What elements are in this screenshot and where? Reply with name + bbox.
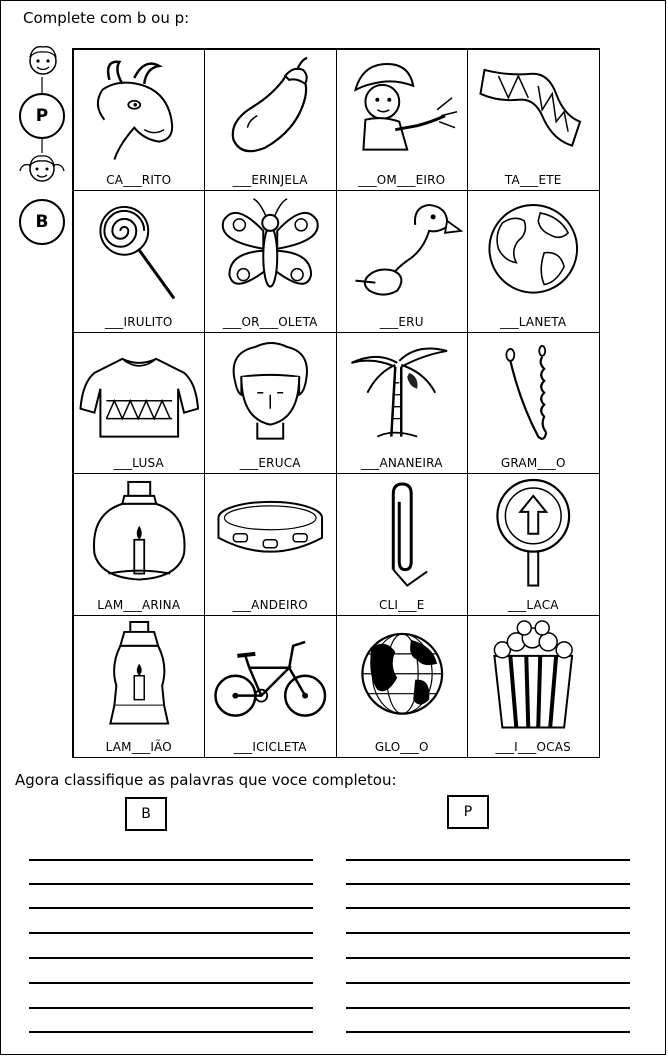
word-label: ___IRULITO: [104, 314, 173, 329]
popcorn-icon: [468, 616, 599, 736]
grid-cell: [73, 615, 206, 758]
paperclip-icon: [337, 474, 468, 594]
sweater-icon: [74, 333, 205, 453]
writing-line-b[interactable]: [29, 957, 313, 959]
tambourine-icon: [205, 474, 336, 594]
grid-cell: [336, 615, 469, 758]
balloon-letter-p: P: [19, 93, 65, 139]
butterfly-icon: [205, 191, 336, 311]
writing-line-b[interactable]: [29, 1007, 313, 1009]
word-label: ___ERUCA: [239, 456, 301, 471]
word-label: ___LUSA: [113, 456, 164, 471]
word-label: ___ERU: [379, 314, 424, 329]
grid-cell: [73, 49, 206, 192]
grid-cell: [467, 332, 600, 475]
grid-cell: [204, 615, 337, 758]
grid-cell: [73, 332, 206, 475]
mascots: [13, 41, 73, 261]
word-label: TA___ETE: [504, 173, 562, 188]
grid-cell: [336, 473, 469, 616]
grid-cell: [467, 190, 600, 333]
writing-line-p[interactable]: [346, 957, 630, 959]
label-box-b: B: [125, 797, 167, 831]
banana-tree-icon: [337, 333, 468, 453]
goat-icon: [74, 50, 205, 170]
writing-line-p[interactable]: [346, 1007, 630, 1009]
rug-icon: [468, 50, 599, 170]
wig-head-icon: [205, 333, 336, 453]
grid-cell: [467, 615, 600, 758]
writing-line-b[interactable]: [29, 859, 313, 861]
grid-cell: [204, 332, 337, 475]
writing-line-p[interactable]: [346, 982, 630, 984]
grid-cell: [73, 190, 206, 333]
eggplant-icon: [205, 50, 336, 170]
writing-line-b[interactable]: [29, 907, 313, 909]
word-label: LAM___ARINA: [97, 597, 181, 612]
balloon-letter-b: B: [19, 199, 65, 245]
writing-line-p[interactable]: [346, 859, 630, 861]
grid-cell: [336, 49, 469, 192]
writing-line-b[interactable]: [29, 932, 313, 934]
word-label: ___ICICLETA: [233, 739, 307, 754]
word-label: CLI___E: [378, 597, 425, 612]
candle-lamp-icon: [74, 474, 205, 594]
label-box-p: P: [447, 795, 489, 829]
bicycle-icon: [205, 616, 336, 736]
word-label: ___LANETA: [500, 314, 567, 329]
firefighter-icon: [337, 50, 468, 170]
balloon-string-icon: [37, 77, 47, 93]
lantern-icon: [74, 616, 205, 736]
word-label: GLO___O: [374, 739, 429, 754]
word-label: ___OM___EIRO: [358, 173, 446, 188]
grid-cell: [336, 332, 469, 475]
picture-grid: [72, 48, 600, 758]
grid-cell: [73, 473, 206, 616]
word-label: ___ANDEIRO: [232, 597, 308, 612]
writing-line-p[interactable]: [346, 932, 630, 934]
word-label: ___I___OCAS: [495, 739, 571, 754]
word-label: ___ERINJELA: [232, 173, 308, 188]
grid-cell: [204, 190, 337, 333]
road-sign-icon: [468, 474, 599, 594]
hairpin-icon: [468, 333, 599, 453]
worksheet-title: Complete com b ou p:: [23, 9, 190, 27]
writing-line-b[interactable]: [29, 883, 313, 885]
word-label: ___OR___OLETA: [222, 314, 318, 329]
word-label: LAM___IÃO: [105, 739, 172, 754]
word-label: ___ANANEIRA: [360, 456, 443, 471]
writing-line-p[interactable]: [346, 1031, 630, 1033]
writing-line-b[interactable]: [29, 982, 313, 984]
globe-icon: [337, 616, 468, 736]
grid-cell: [467, 49, 600, 192]
turkey-icon: [337, 191, 468, 311]
grid-cell: [336, 190, 469, 333]
classify-instruction: Agora classifique as palavras que voce completou:: [15, 771, 397, 789]
word-label: GRAM___O: [500, 456, 566, 471]
grid-cell: [204, 473, 337, 616]
word-label: CA___RITO: [106, 173, 172, 188]
writing-line-p[interactable]: [346, 907, 630, 909]
writing-line-p[interactable]: [346, 883, 630, 885]
girl-face-icon: [17, 151, 67, 187]
grid-cell: [204, 49, 337, 192]
lollipop-icon: [74, 191, 205, 311]
writing-line-b[interactable]: [29, 1031, 313, 1033]
boy-face-icon: [21, 43, 65, 79]
planet-icon: [468, 191, 599, 311]
grid-cell: [467, 473, 600, 616]
word-label: ___LACA: [507, 597, 559, 612]
